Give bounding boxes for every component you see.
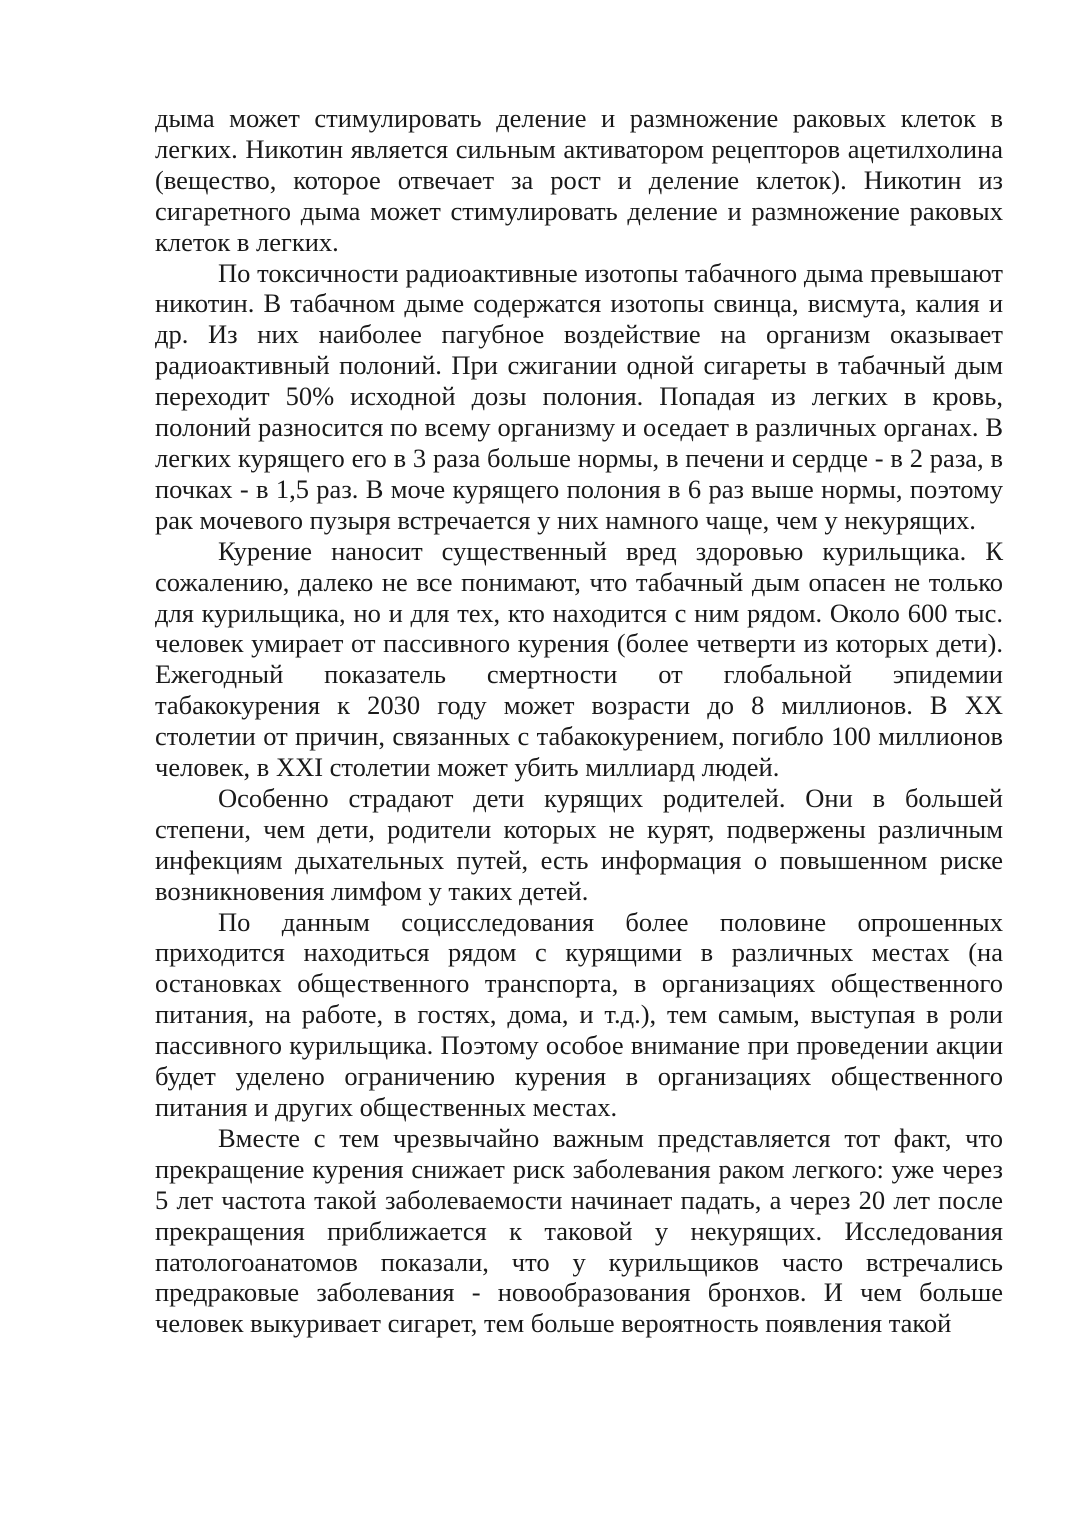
document-page (155, 103, 1003, 1339)
paragraph-2: По токсичности радиоактивные изотопы табачного дыма превышают никотин. В табачном дыме содержатся изотопы свинца, висмута, калия и др. Из них наиболее пагубное воздействие на организм оказывает радиоактивный полоний. При сжигании одной сигареты в табачный дым переходит 50% исходной дозы полония. Попадая из легких в кровь, полоний разносится по всему организму и оседает в различных органах. В легких курящего его в 3 раза больше нормы, в печени и сердце - в 2 раза, в почках - в 1,5 раз. В моче курящего полония в 6 раз выше нормы, поэтому рак мочевого пузыря встречается у них намного чаще, чем у некурящих. (155, 257, 1003, 535)
paragraph-1: дыма может стимулировать деление и размножение раковых клеток в легких. Никотин является сильным активатором рецепторов ацетилхолина (вещество, которое отвечает за рост и деление клеток). Никотин из сигаретного дыма может стимулировать деление и размножение раковых клеток в легких. (155, 103, 1003, 257)
paragraph-3: Курение наносит существенный вред здоровью курильщика. К сожалению, далеко не все понимают, что табачный дым опасен не только для курильщика, но и для тех, кто находится с ним рядом. Около 600 тыс. человек умирает от пассивного курения (более четверти из которых дети). Ежегодный показатель смертности от глобальной эпидемии табакокурения к 2030 году может возрасти до 8 миллионов. В XX столетии от причин, связанных с табакокурением, погибло 100 миллионов человек, в XXI столетии может убить миллиард людей. (155, 535, 1003, 783)
paragraph-6: Вместе с тем чрезвычайно важным представляется тот факт, что прекращение курения снижает риск заболевания раком легкого: уже через 5 лет частота такой заболеваемости начинает падать, а через 20 лет после прекращения приближается к таковой у некурящих. Исследования патологоанатомов показали, что у курильщиков часто встречались предраковые заболевания - новообразования бронхов. И чем больше человек выкуривает сигарет, тем больше вероятность появления такой (155, 1122, 1003, 1339)
paragraph-5: По данным социсследования более половине опрошенных приходится находиться рядом с курящими в различных местах (на остановках общественного транспорта, в организациях общественного питания, на работе, в гостях, дома, и т.д.), тем самым, выступая в роли пассивного курильщика. Поэтому особое внимание при проведении акции будет уделено ограничению курения в организациях общественного питания и других общественных местах. (155, 906, 1003, 1122)
paragraph-4: Особенно страдают дети курящих родителей. Они в большей степени, чем дети, родители которых не курят, подвержены различным инфекциям дыхательных путей, есть информация о повышенном риске возникновения лимфом у таких детей. (155, 782, 1003, 906)
